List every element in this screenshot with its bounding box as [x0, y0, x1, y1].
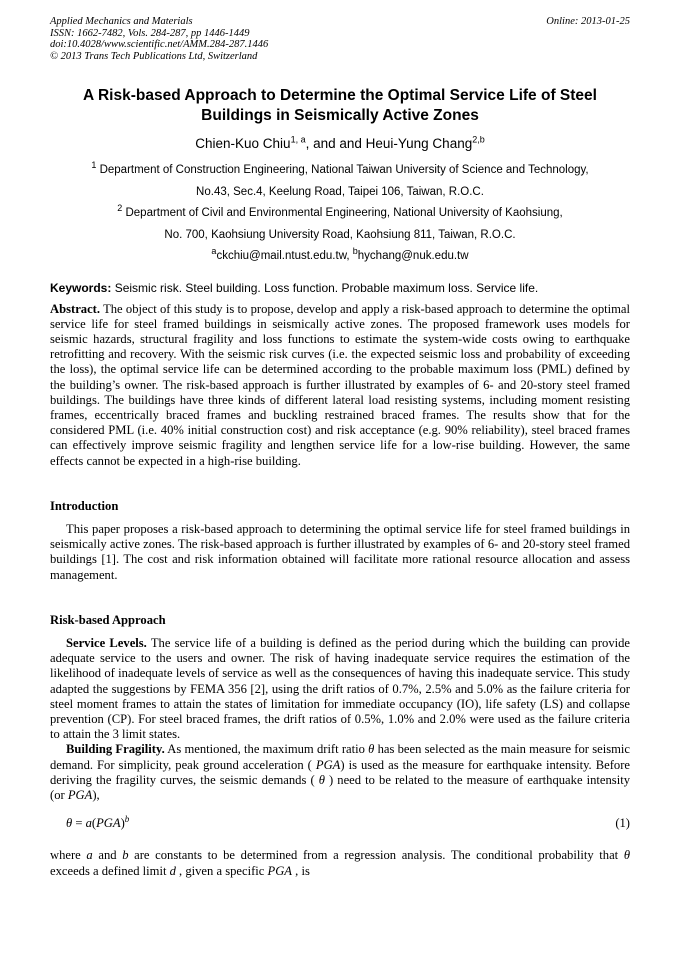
author-2-superscript: 2,b [472, 134, 485, 145]
email-a-marker: a [211, 246, 217, 257]
fragility-text-5: ), [92, 787, 100, 802]
pga-symbol: PGA [67, 787, 93, 802]
author-2-name: Heui-Yung Chang [365, 136, 473, 151]
theta-symbol: θ [623, 848, 630, 863]
where-text-4: exceeds a defined limit [50, 863, 170, 878]
fragility-text-4: ) need to be related to the measure of earthquake intensity (or [50, 772, 630, 802]
abstract-paragraph [50, 302, 630, 469]
where-text-6: , is [292, 863, 310, 878]
pga-symbol: PGA [315, 757, 341, 772]
authors-line [50, 135, 630, 153]
equals-sign: = [72, 816, 86, 831]
affiliation-1-marker: 1 [91, 160, 97, 171]
abstract-text: The object of this study is to propose, develop and apply a risk-based approach to determine the optimal service life for steel framed buildings in seismically active zones. The proposed framework uses models for seismic hazards, structural fragility and loss functions to estimate the system-wide costs owing to earthquake retrofitting and recovery. With the seismic risk curves (i.e. the expected seismic loss and probability of exceeding the loss), the optimal service life can be determined according to the probable maximum loss (PML) defined by the building’s owner. The risk-based approach is further illustrated by examples of 6- and 20-story steel framed buildings. The buildings have three kinds of different lateral load resisting systems, including moment resisting frames, eccentrically braced frames and buckling restrained braced frames. The results show that for the considered PML (i.e. 40% initial construction cost) and risk acceptance (e.g. 90% reliability), steel braced frames can effectively improve seismic fragility and lengthen service life for a low-rise building. However, the same effects cannot be expected in a high-rise building. [50, 301, 630, 468]
equation-1-row [50, 816, 630, 831]
journal-header-left [50, 16, 268, 62]
fragility-text-1: As mentioned, the maximum drift ratio [164, 742, 369, 757]
affiliation-1-line-1 [50, 160, 630, 182]
abstract-label: Abstract. [50, 301, 101, 316]
journal-header [50, 16, 630, 62]
variable-a: a [86, 848, 93, 863]
fragility-text-3: ) is used as the measure for earthquake intensity. Before deriving the fragility curves, the seismic demands ( [50, 757, 630, 787]
service-levels-label: Service Levels. [66, 635, 147, 650]
email-b: hychang@nuk.edu.tw [357, 250, 469, 262]
journal-doi-line: doi:10.4028/www.scientific.net/AMM.284-287.1446 [50, 39, 269, 50]
emails-line [50, 246, 630, 268]
equation-1-number: (1) [615, 816, 630, 831]
affiliation-1-text: Department of Construction Engineering, National Taiwan University of Science and Technology, [96, 164, 589, 176]
introduction-paragraph: This paper proposes a risk-based approach to determining the optimal service life for steel framed buildings in seismically active zones. The risk-based approach is further illustrated by examples of 6- and 20-story steel framed buildings [1]. The cost and risk information obtained will facilitate more rational resource allocation and assess management. [50, 521, 630, 582]
affiliation-2-line-1 [50, 203, 630, 225]
theta-symbol: θ [66, 816, 73, 831]
where-text-1: where [50, 848, 87, 863]
service-levels-text: The service life of a building is defined as the period during which the building can provide adequate service to the users and owner. The risk of having inadequate service requires the estimation of the likelihood of inadequate levels of service as well as the consequences of having this inadequate service. This study adapted the suggestions by FEMA 356 [2], using the drift ratios of 0.7%, 2.5% and 5.0% as the failure criteria for steel moment frames to attain the states of limitation for immediate occupancy (IO), life safety (LS) and collapse prevention (CP). For steel braced frames, the drift ratios of 0.5%, 1.0% and 2.0% were used as the failure criteria to attain the 3 limit states. [50, 635, 630, 742]
theta-symbol: θ [318, 772, 325, 787]
variable-d: d [169, 863, 176, 878]
online-date: Online: 2013-01-25 [546, 16, 630, 27]
paper-title-line-1: A Risk-based Approach to Determine the Optimal Service Life of Steel [83, 87, 597, 104]
building-fragility-label: Building Fragility. [66, 742, 165, 757]
fragility-text-2: has been selected as the main measure for seismic demand. For simplicity, peak ground acceleration ( [50, 742, 630, 772]
journal-issn-line: ISSN: 1662-7482, Vols. 284-287, pp 1446-1449 [50, 27, 250, 39]
author-1-name: Chien-Kuo Chiu [195, 136, 291, 151]
building-fragility-paragraph [50, 742, 630, 803]
journal-copyright-line: © 2013 Trans Tech Publications Ltd, Switzerland [50, 50, 258, 62]
coefficient-a: a [85, 816, 92, 831]
service-levels-paragraph [50, 636, 630, 742]
exponent-b: b [124, 814, 130, 824]
theta-symbol: θ [368, 742, 375, 757]
where-paragraph [50, 848, 630, 878]
paper-title [50, 86, 630, 126]
pga-symbol: PGA [96, 816, 121, 831]
close-paren: ) [120, 816, 125, 831]
section-heading-introduction: Introduction [50, 498, 119, 513]
variable-b: b [122, 848, 129, 863]
email-b-marker: b [352, 246, 358, 257]
where-text-2: and [92, 848, 123, 863]
open-paren: ( [91, 816, 97, 831]
where-text-5: , given a specific [175, 863, 268, 878]
affiliation-2-marker: 2 [117, 203, 123, 214]
authors-connector: , and and [305, 136, 366, 151]
paper-title-line-2: Buildings in Seismically Active Zones [201, 107, 479, 124]
author-1-superscript: 1, a [290, 134, 306, 145]
keywords-line [50, 281, 630, 296]
equation-1-expression [50, 816, 129, 831]
journal-title: Applied Mechanics and Materials [50, 16, 193, 27]
email-a: ckchiu@mail.ntust.edu.tw, [216, 250, 353, 262]
where-text-3: are constants to be determined from a regression analysis. The conditional probability that [128, 848, 624, 863]
keywords-label: Keywords: [50, 280, 112, 295]
keywords-text: Seismic risk. Steel building. Loss function. Probable maximum loss. Service life. [111, 280, 539, 295]
affiliation-2-line-2: No. 700, Kaohsiung University Road, Kaohsiung 811, Taiwan, R.O.C. [164, 228, 516, 241]
section-heading-risk-based-approach: Risk-based Approach [50, 612, 166, 627]
affiliations-block [50, 160, 630, 268]
pga-symbol: PGA [267, 863, 292, 878]
affiliation-2-text: Department of Civil and Environmental Engineering, National University of Kaohsiung, [122, 207, 563, 219]
affiliation-1-line-2: No.43, Sec.4, Keelung Road, Taipei 106, Taiwan, R.O.C. [196, 185, 484, 198]
